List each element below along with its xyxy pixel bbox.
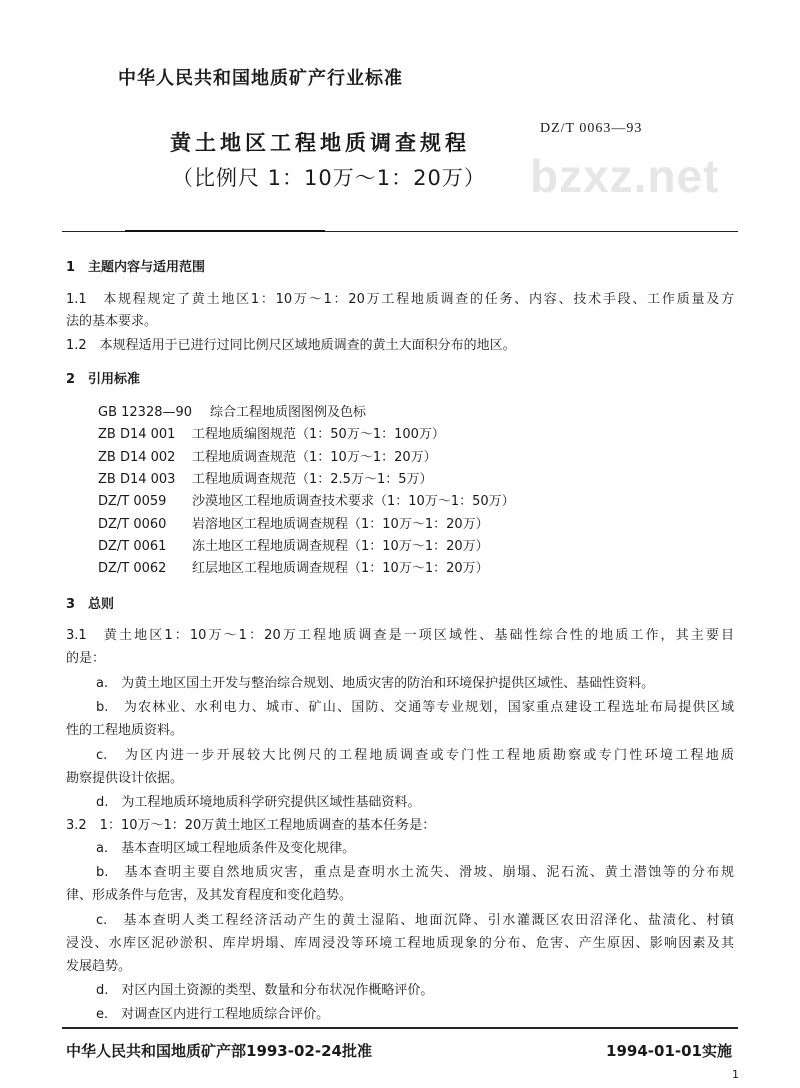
- reference-title: 岩溶地区工程地质调查规程（1：10万～1：20万）: [192, 516, 489, 532]
- reference-code: DZ/T 0061: [98, 538, 167, 554]
- item-3-2-b-cont: 律、形成条件与危害，及其发育程度和变化趋势。: [66, 888, 353, 903]
- section-2-heading: 2 引用标准: [66, 372, 141, 387]
- item-3-1-d: d. 为工程地质环境地质科学研究提供区域性基础资料。: [96, 795, 421, 810]
- footer-rule: [62, 1027, 738, 1029]
- item-3-1-a: a. 为黄土地区国土开发与整治综合规划、地质灾害的防治和环境保护提供区域性、基础性资料。: [96, 676, 655, 691]
- clause-1-1: 1.1 本规程规定了黄土地区1：10万～1：20万工程地质调查的任务、内容、技术手段、工作质量及方: [66, 292, 734, 307]
- item-3-2-a: a. 基本查明区域工程地质条件及变化规律。: [96, 841, 356, 856]
- item-3-2-c-cont: 浸没、水库区泥砂淤积、库岸坍塌、库周浸没等环境工程地质现象的分布、危害、产生原因、影响因素及其: [66, 936, 734, 951]
- reference-code: DZ/T 0060: [98, 516, 167, 532]
- reference-code: ZB D14 002: [98, 449, 176, 465]
- document-title: 黄土地区工程地质调查规程: [170, 131, 470, 155]
- reference-title: 红层地区工程地质调查规程（1：10万～1：20万）: [192, 561, 489, 577]
- reference-title: 工程地质调查规范（1：2.5万～1：5万）: [192, 471, 433, 487]
- reference-title: 沙漠地区工程地质调查技术要求（1：10万～1：50万）: [192, 494, 515, 510]
- section-1-heading: 1 主题内容与适用范围: [66, 260, 206, 275]
- item-3-2-c: c. 基本查明人类工程经济活动产生的黄土湿陷、地面沉降、引水灌溉区农田沼泽化、盐渍化、村镇: [96, 913, 734, 928]
- issuer-heading: 中华人民共和国地质矿产行业标准: [118, 68, 403, 89]
- reference-title: 综合工程地质图图例及色标: [210, 405, 367, 420]
- reference-title: 冻土地区工程地质调查规程（1：10万～1：20万）: [192, 538, 489, 554]
- approval-date: 中华人民共和国地质矿产部1993-02-24批准: [66, 1042, 372, 1060]
- item-3-2-b: b. 基本查明主要自然地质灾害，重点是查明水土流失、滑坡、崩塌、泥石流、黄土潜蚀等的分布规: [96, 865, 734, 880]
- reference-code: GB 12328—90: [98, 405, 193, 420]
- document-subtitle: （比例尺 1：10万～1：20万）: [172, 166, 486, 190]
- page-number: 1: [732, 1068, 739, 1081]
- item-3-1-b: b. 为农林业、水利电力、城市、矿山、国防、交通等专业规划，国家重点建设工程选址布局提供区域: [96, 700, 734, 715]
- reference-code: ZB D14 003: [98, 471, 176, 487]
- item-3-1-c-cont: 勘察提供设计依据。: [66, 771, 184, 786]
- header-rule-thick: [125, 230, 325, 232]
- clause-1-1-cont: 法的基本要求。: [66, 314, 158, 329]
- reference-title: 工程地质编图规范（1：50万～1：100万）: [192, 427, 445, 443]
- reference-title: 工程地质调查规范（1：10万～1：20万）: [192, 449, 437, 465]
- watermark: bzxz.net: [530, 150, 720, 202]
- item-3-2-d: d. 对区内国土资源的类型、数量和分布状况作概略评价。: [96, 983, 434, 998]
- effective-date: 1994-01-01实施: [606, 1042, 732, 1060]
- item-3-1-c: c. 为区内进一步开展较大比例尺的工程地质调查或专门性工程地质勘察或专门性环境工程地质: [96, 748, 734, 763]
- clause-1-2: 1.2 本规程适用于已进行过同比例尺区域地质调查的黄土大面积分布的地区。: [66, 338, 516, 353]
- item-3-2-c-cont2: 发展趋势。: [66, 959, 132, 974]
- clause-3-1-cont: 的是：: [66, 651, 106, 666]
- standard-code: DZ/T 0063—93: [540, 121, 643, 136]
- section-3-heading: 3 总则: [66, 597, 115, 612]
- reference-code: DZ/T 0059: [98, 494, 167, 510]
- clause-3-1: 3.1 黄土地区1：10万～1：20万工程地质调查是一项区域性、基础性综合性的地质工作，其主要目: [66, 628, 734, 643]
- clause-3-2: 3.2 1：10万～1：20万黄土地区工程地质调查的基本任务是：: [66, 818, 436, 833]
- item-3-2-e: e. 对调查区内进行工程地质综合评价。: [96, 1007, 330, 1022]
- item-3-1-b-cont: 性的工程地质资料。: [66, 723, 184, 738]
- reference-code: ZB D14 001: [98, 427, 176, 443]
- reference-code: DZ/T 0062: [98, 561, 167, 577]
